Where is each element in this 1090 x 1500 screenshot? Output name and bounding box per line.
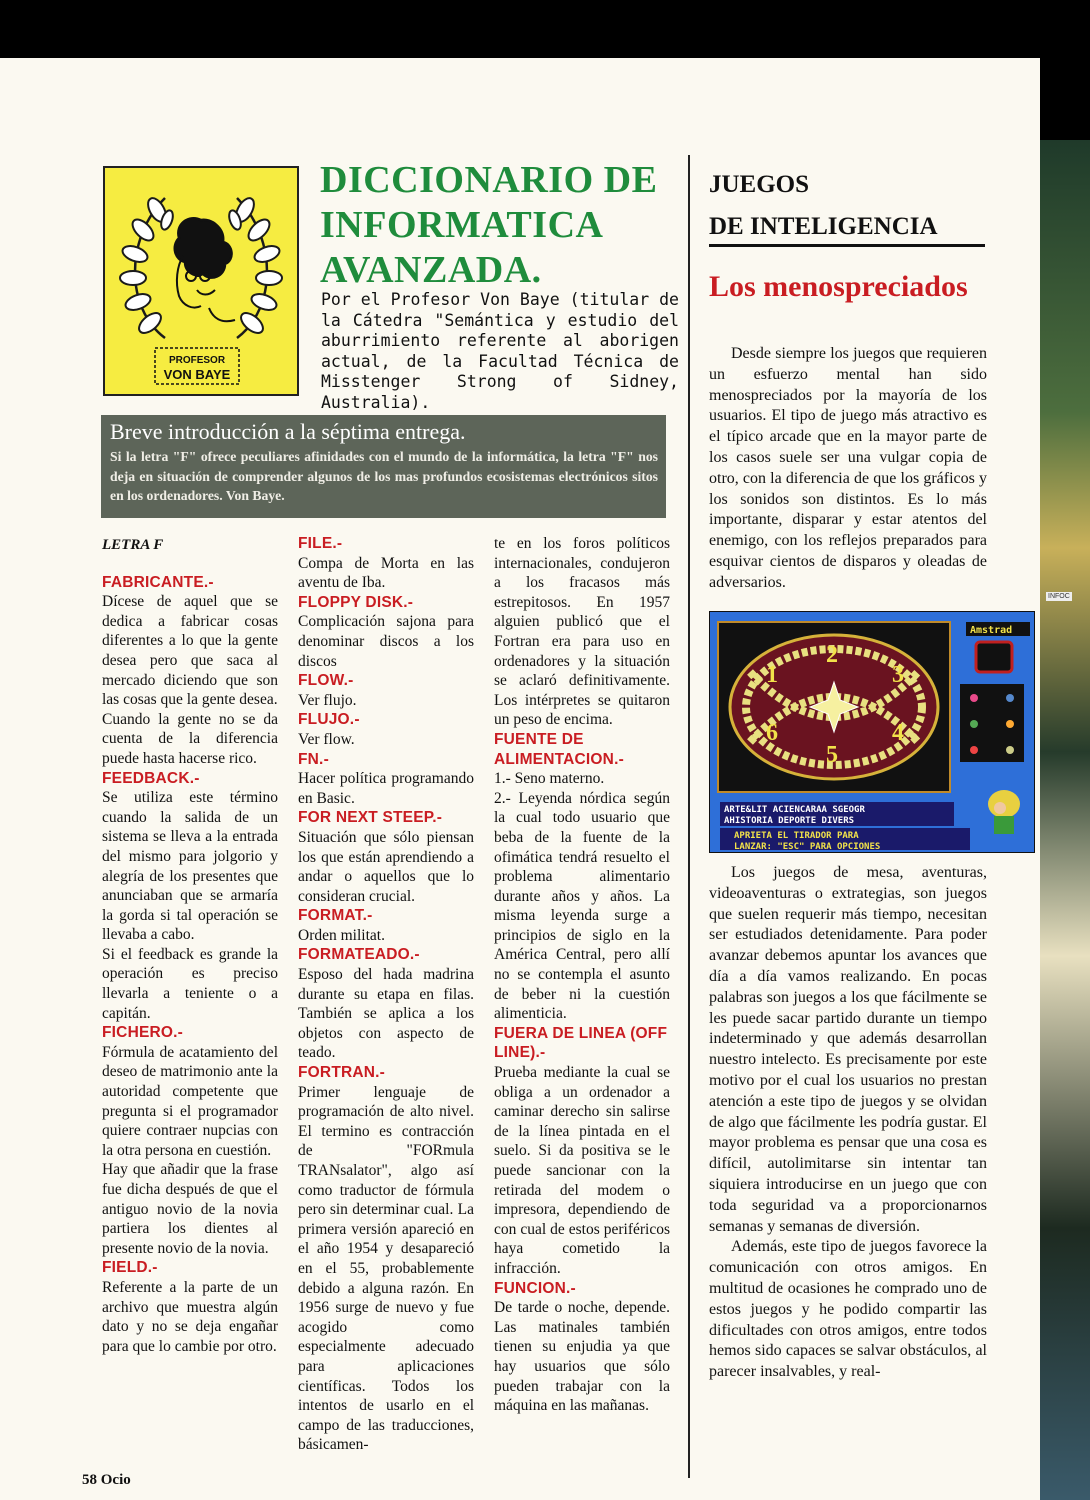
intro-box [101,415,666,518]
game-brand: Amstrad [970,625,1013,636]
entry-term: FIELD.- [102,1259,158,1277]
board-number-2: 2 [826,642,838,668]
entry-term: FORMATEADO.- [298,946,420,964]
column-1 [102,536,278,1356]
intro-text: Si la letra "F" ofrece peculiares afinidades con el mundo de la informática, la letra "F" nos deja en situación de comprender algunos de los mas profundos ecosistemas electrónicos sitos en los ordenadores. Von Baye. [110,449,658,503]
section-rule [709,244,985,247]
entry-term: FORTRAN.- [298,1064,386,1082]
entry-term: FORMAT.- [298,907,373,925]
right-text-1 [709,344,987,594]
entry-text: Dícese de aquel que se dedica a fabricar cosas diferentes a lo que la gente desea pero que saca al mercado diciendo que son las cosas que la gente desea. [102,593,278,709]
entry-text: Hacer política programando en Basic. [298,770,474,807]
paragraph: Además, este tipo de juegos favorece la comunicación con otros amigos. En multitud de ocasiones he comprado uno de estos juegos y he podido compartir las dificultades con otros amigos, entre todos hemos sido capaces se salvar obstáculos, al parecer insalvables, y real- [709,1238,987,1381]
entry-term: FOR NEXT STEEP.- [298,809,443,827]
game-screenshot [709,611,1035,853]
entry-term: FUENTE DE ALIMENTACION.- [494,730,624,768]
column-divider [688,155,690,1478]
entry-text: Hay que añadir que la frase fue dicha después de que el antiguo novio de la novia partiera los dientes al presente novio de la novia. [102,1161,278,1257]
entry-fabricante [102,573,278,769]
paragraph: Desde siempre los juegos que requieren un esfuerzo mental han sido menospreciados por la mayoría de los usuarios. El tipo de juego más atractivo es el típico arcade que en la mayor parte de los casos suele ser una vulgar copia de otro, con la diferencia de que los gráficos y los sonidos son distintos. Es lo más importante, disparar y estar atentos del enemigo, con los reflejos preparados para esquivar cientos de disparos y oleadas de adversarios. [709,345,987,591]
professor-logo [103,166,299,396]
game-board-image [710,612,1034,852]
entry-text: Se utiliza este término cuando la salida de un sistema se lleva a la entrada del mismo para jolgorio y alegría de los presentes que anunciaban que se armaría la gorda si tal operación se llevaba a cabo. [102,789,278,944]
article-byline: Por el Profesor Von Baye (titular de la Cátedra "Semántica y estudio del aburrimiento referente al aborigen actual, de la Facultad Técnica de Misstenger Strong of Sidney, Australia). [321,290,679,412]
entry-text: Prueba mediante la cual se obliga a un ordenador a caminar derecho sin salirse de la línea pintada en el suelo. Si da positiva se le puede sancionar con la retirada del modem o impresora, dependiendo de con cual de estos periféricos haya cometido la infracción. [494,1064,670,1277]
game-menu-row2: AHISTORIA DEPORTE DIVERS [724,816,855,826]
game-prompt2: LANZAR: "ESC" PARA OPCIONES [734,842,881,852]
section-line1: JUEGOS [709,171,810,198]
entry-text: Primer lenguaje de programación de alto nivel. El termino es contracción de "FORmula TRANsalator", algo así como traductor de fórmula pero sin determinar cual. La primera versión apareció en el año 1954 y desapareció en el 55, probablemente debido a alguna razón. En 1956 surge de nuevo y fue acogido como especialmente adecuado para aplicaciones científicas. Todos los intentos de usarlo en el campo de las traducciones, básicamen- [298,1083,474,1454]
adjacent-page-strip [1040,140,1090,1500]
column-2 [298,534,474,1455]
entry-text: Ver flujo. [298,691,357,709]
entry-field [102,1258,278,1356]
section-heading [709,164,985,248]
entry-feedback [102,769,278,1024]
game-menu-row1: ARTE&LIT ACIENCARAA SGEOGR [724,805,865,815]
entry-term: FLUJO.- [298,711,360,729]
intro-heading: Breve introducción a la séptima entrega. [110,419,466,444]
right-text-2 [709,863,987,1383]
entry-text: De tarde o noche, depende. Las matinales también tienen su enjudia ya que hay usuarios que sólo pueden trabajar con la máquina en las mañanas. [494,1299,670,1415]
entry-fichero [102,1023,278,1258]
strip-label: INFOC [1048,593,1070,600]
article-subhead: Los menospreciados [709,270,968,303]
letter-heading: LETRA F [102,537,164,553]
column-3 [494,534,670,1416]
entry-text: te en los foros políticos internacionales, condujeron a los fracasos más estrepitosos. En 1957 alguien publicó que el Fortran era para uso en ordenadores y la situación se aclaró definitivamente. Los intérpretes se quitaron un peso de encima. [494,535,670,729]
entry-text: Compa de Morta en las aventu de Iba. [298,554,474,592]
entry-term: FLOPPY DISK.- [298,593,414,611]
entry-term: FILE.- [298,535,343,552]
game-prompt1: APRIETA EL TIRADOR PARA [734,831,859,841]
board-number-3: 3 [892,662,904,688]
board-number-6: 6 [766,720,778,746]
entry-text: Esposo del hada madrina durante su etapa en filas. También se aplica a los objetos con aspecto de teado. [298,966,474,1062]
entry-term: FEEDBACK.- [102,769,200,787]
entry-text: Complicación sajona para denominar discos a los discos [298,613,474,670]
entry-term: FICHERO.- [102,1024,184,1042]
entry-text: Cuando la gente no se da cuenta de la diferencia puede hasta hacerse rico. [102,710,278,767]
entry-text: Fórmula de acatamiento del deseo de matrimonio ante la autoridad competente que pregunta si el programador quiere contraer nupcias con la otra persona en cuestión. [102,1043,278,1159]
laurel-wreath-icon [105,168,297,394]
board-number-4: 4 [892,720,904,746]
entry-term: FABRICANTE.- [102,573,214,591]
entry-text: 2.- Leyenda nórdica según la cual todo usuario que beba de la fuente de la ofimática tendrá resuelto el problema alimentario durante años y años. La misma leyenda surge a principios de siglo en la América Central, pero allí no se contempla el asunto de beber ni la cuestión alimenticia. [494,789,670,1023]
entry-text: Ver flow. [298,730,355,748]
entry-term: FN.- [298,750,329,768]
board-number-5: 5 [826,742,838,768]
section-line2: DE INTELIGENCIA [709,213,938,240]
entry-text: Orden militat. [298,926,385,944]
badge-line2: VON BAYE [163,367,231,382]
entry-text: Situación que sólo piensan los que están aprendiendo a andar o aquellos que lo consideran crucial. [298,828,474,905]
paragraph: Los juegos de mesa, aventuras, videoaventuras o extrategias, son juegos que suelen requerir más tiempo, necesitan ser estudiados detenidamente. Para poder avanzar debemos apuntar los avances que día a día vamos realizando. En pocas palabras son juegos a los que fácilmente se les puede sacar partido durante un tiempo indeterminado y que además desarrollan nuestro intelecto. Es precisamente por este motivo por el cual los usuarios no prestan atención a este tipo de juegos y se olvidan de algo que fácilmente les podría gustar. El mayor problema es pensar que una cosa es difícil, autolimitarse sin intentar tan siquiera introducirse en un juego que con toda seguridad va a proporcionarnos semanas y semanas de diversión. [709,864,987,1235]
entry-term: FUNCION.- [494,1279,576,1297]
entry-term: FUERA DE LINEA (OFF LINE).- [494,1024,668,1062]
entry-text: 1.- Seno materno. [494,770,605,788]
entry-text: Si el feedback es grande la operación es preciso llevarla a teniente o a capitán. [102,945,278,1022]
badge-line1: PROFESOR [168,355,226,366]
page-folio: 58 Ocio [82,1472,131,1488]
board-number-1: 1 [766,662,778,688]
entry-term: FLOW.- [298,672,354,690]
article-title: DICCIONARIO DE INFORMATICA AVANZADA. [320,159,658,291]
entry-text: Referente a la parte de un archivo que muestra algún dato y no se deja engañar para que lo cambie por otro. [102,1278,278,1355]
